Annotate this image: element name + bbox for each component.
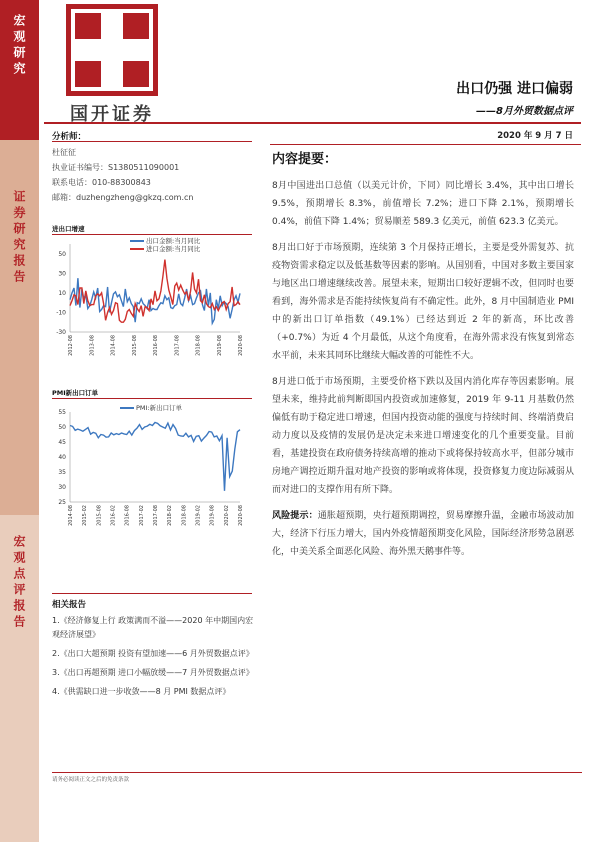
legend-label: 出口金额:当月同比 <box>146 237 201 246</box>
sidebar-section-macro <box>0 0 39 140</box>
x-tick-label: 2019-08 <box>209 505 216 526</box>
x-tick-label: 2015-08 <box>96 505 103 526</box>
sidebar <box>0 0 39 842</box>
report-date: 2020 年 9 月 7 日 <box>497 131 573 141</box>
reports-divider <box>52 593 252 594</box>
y-tick-label: 40 <box>58 454 66 461</box>
x-tick-label: 2019-08 <box>216 335 223 356</box>
logo-name: 国开证券 <box>70 104 154 125</box>
summary-paragraph-1: 8月中国进出口总值（以美元计价，下同）同比增长 3.4%，其中出口增长 9.5%，预期增长 8.3%，前值增长 7.2%；进口下降 2.1%，预期增长 0.4%，前值下降 1.4%；贸易顺差 589.3 亿美元，前值 623.3 亿美元。 <box>272 181 574 227</box>
x-tick-label: 2015-02 <box>82 505 89 526</box>
risk-paragraph <box>272 507 574 561</box>
summary-section <box>272 148 574 569</box>
reports-heading: 相关报告 <box>52 600 87 610</box>
x-tick-label: 2017-08 <box>153 505 159 526</box>
y-tick-label: -10 <box>56 309 66 317</box>
report-link[interactable]: 2.《出口大超预期 投资有望加速——6 月外贸数据点评》 <box>52 649 254 658</box>
date-divider <box>270 144 581 145</box>
legend-label: PMI:新出口订单 <box>136 404 183 413</box>
summary-heading: 内容提要： <box>272 152 338 167</box>
chart1-divider <box>52 234 252 235</box>
analyst-heading: 分析师： <box>52 132 87 142</box>
x-tick-label: 2020-08 <box>238 505 244 526</box>
sidebar-label: 宏观研究 <box>12 14 26 78</box>
report-link[interactable]: 3.《出口再超预期 进口小幅放缓——7 月外贸数据点评》 <box>52 668 254 677</box>
y-tick-label: -30 <box>56 329 66 336</box>
x-tick-label: 2018-08 <box>195 335 202 356</box>
sidebar-section-comment <box>0 515 39 842</box>
trade-growth-chart <box>50 236 250 376</box>
x-tick-label: 2015-08 <box>131 335 138 356</box>
sidebar-label: 宏观点评报告 <box>12 535 26 631</box>
risk-label: 风险提示： <box>272 511 318 521</box>
series-line <box>70 278 240 323</box>
summary-paragraph-3: 8月进口低于市场预期，主要受价格下跌以及国内消化库存等因素影响。展望未来，维持此前判断即国内投资或加速修复，2019 年 9-11 月基数仍然偏低有助于稳定进口增速，但国内投资动能的强度与持续时间、终端消费启动力度以及疫情的发展仍是决定未来进口增速变化的几个重要变量。目前看，基建投资在政府债务持续高增的推动下或将保持较高水平，但部分城市房地产调控近期升温对地产投资的影响或将体现，投资修复力度边际减弱从而对进口的支撑作用有所下降。 <box>272 377 574 495</box>
report-title: 出口仍强 进口偏弱 <box>456 81 573 97</box>
sidebar-label: 证券研究报告 <box>12 190 26 286</box>
analyst-divider <box>52 141 252 142</box>
x-tick-label: 2016-08 <box>124 505 131 526</box>
footer-disclaimer: 请务必阅读正文之后的免责条款 <box>52 777 130 783</box>
chart2-title: PMI新出口订单 <box>52 389 99 397</box>
x-tick-label: 2020-08 <box>238 335 244 356</box>
header-divider <box>44 122 581 124</box>
related-reports <box>52 598 260 704</box>
x-tick-label: 2019-02 <box>195 505 202 526</box>
y-tick-label: 45 <box>58 439 66 446</box>
report-subtitle: ——8月外贸数据点评 <box>476 106 573 117</box>
analyst-phone: 联系电话：010-88300843 <box>52 178 151 187</box>
y-tick-label: 10 <box>58 289 66 297</box>
chart2-divider <box>52 398 252 399</box>
x-tick-label: 2018-02 <box>167 505 174 526</box>
x-tick-label: 2014-08 <box>110 335 117 356</box>
company-logo <box>58 4 166 126</box>
x-tick-label: 2020-02 <box>223 505 230 526</box>
y-tick-label: 30 <box>58 270 66 278</box>
logo-mark <box>66 4 158 96</box>
legend-label: 进口金额:当月同比 <box>146 245 201 254</box>
report-link[interactable]: 4.《供需缺口进一步收敛——8 月 PMI 数据点评》 <box>52 687 231 696</box>
pmi-export-orders-chart <box>50 400 250 550</box>
y-tick-label: 55 <box>58 409 66 416</box>
y-tick-label: 35 <box>58 469 66 476</box>
x-tick-label: 2016-02 <box>110 505 117 526</box>
risk-text: 通胀超预期，央行超预期调控，贸易摩擦升温，金融市场波动加大，经济下行压力增大，国内外疫情超预期变化风险，国际经济形势急剧恶化，中美关系全面恶化风险、海外黑天鹅事件等。 <box>272 511 574 557</box>
y-tick-label: 50 <box>58 424 66 431</box>
x-tick-label: 2018-08 <box>181 505 188 526</box>
x-tick-label: 2017-02 <box>138 505 145 526</box>
footer <box>52 772 582 783</box>
x-tick-label: 2012-08 <box>68 335 74 356</box>
analyst-name: 杜征征 <box>52 148 76 157</box>
x-tick-label: 2016-08 <box>153 335 159 356</box>
x-tick-label: 2014-08 <box>68 505 74 526</box>
sidebar-section-report <box>0 140 39 515</box>
series-line <box>70 423 240 491</box>
y-tick-label: 30 <box>58 484 66 491</box>
x-tick-label: 2017-08 <box>174 335 181 356</box>
x-tick-label: 2013-08 <box>89 335 96 356</box>
analyst-cert: 执业证书编号：S1380511090001 <box>52 163 180 172</box>
y-tick-label: 50 <box>58 250 66 258</box>
analyst-email[interactable]: 邮箱：duzhengzheng@gkzq.com.cn <box>52 193 194 202</box>
report-link[interactable]: 1.《经济修复上行 政策满而不溢——2020 年中期国内宏观经济展望》 <box>52 616 254 639</box>
chart1-title: 进出口增速 <box>52 225 85 233</box>
y-tick-label: 25 <box>58 499 66 506</box>
summary-paragraph-2: 8月出口好于市场预期，连续第 3 个月保持正增长，主要是受外需复苏、抗疫物资需求稳定以及低基数等因素的影响。从国别看，中国对多数主要国家与地区出口增速继续改善。展望未来，短期出口较好逻辑不改，但同时也要看到，海外需求是否能持续恢复尚有不确定性。此外，8 月中国制造业 PMI 中的新出口订单指数（49.1%）已经达到近 2 年的新高，环比改善（+0.7%）为近 4 个月最低，从这个角度看，在海外需求没有恢复到常态水平前，未来其同环比继续大幅改善的可能性不大。 <box>272 243 574 361</box>
